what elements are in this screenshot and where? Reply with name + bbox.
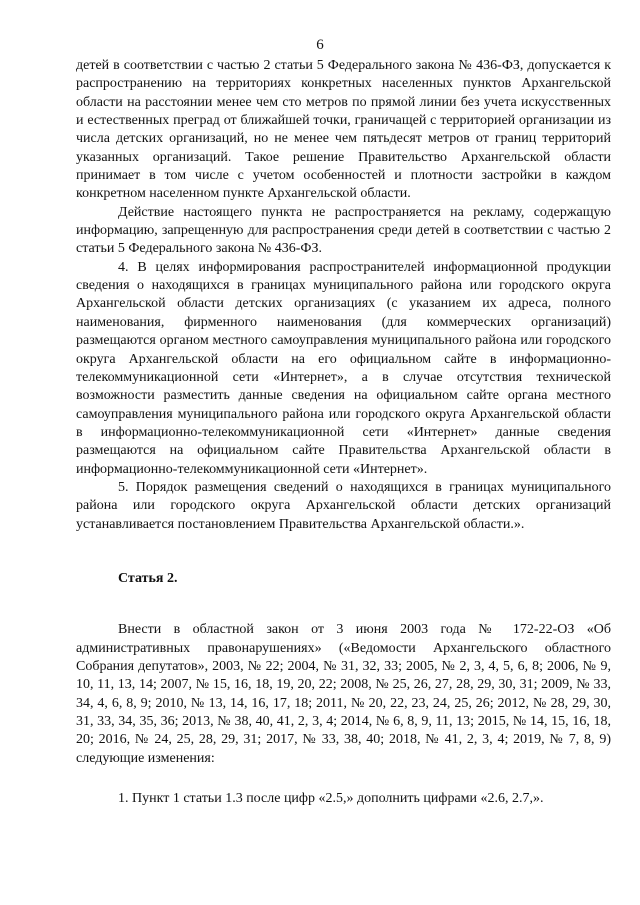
document-body — [76, 57, 611, 808]
spacer — [76, 768, 611, 790]
paragraph-advertising-exception: Действие настоящего пункта не распространяется на рекламу, содержащую информацию, запрещенную для распространения среди детей в соответствии с частью 2 статьи 5 Федерального закона № 436-ФЗ. — [76, 204, 611, 257]
spacer — [76, 588, 611, 621]
paragraph-continuation: детей в соответствии с частью 2 статьи 5 Федерального закона № 436-ФЗ, допускается к распространению на территориях конкретных населенных пунктов Архангельской области на расстоянии менее чем сто метров по прямой линии без учета искусственных и естественных преград от ближайшей точки, граничащей с территорией организации из числа детских организаций, но не менее чем пятьдесят метров от границ территорий указанных организаций. Такое решение Правительство Архангельской области принимает в том числе с учетом особенностей и плотности застройки в каждом конкретном населенном пункте Архангельской области. — [76, 58, 611, 202]
spacer — [76, 534, 611, 570]
article-heading: Статья 2. — [118, 570, 178, 586]
paragraph-item-4: 4. В целях информирования распространителей информационной продукции сведения о находящихся в границах муниципального района или городского округа Архангельской области детских организациях (с указанием их адреса, полного наименования, фирменного наименования (для коммерческих организаций) размещаются органом местного самоуправления муниципального района или городского округа Архангельской области на его официальном сайте в информационно-телекоммуникационной сети «Интернет», а в случае отсутствия технической возможности разместить данные сведения на официальном сайте органа местного самоуправления муниципального района или городского округа Архангельской области в информационно-телекоммуникационной сети «Интернет» данные сведения размещаются на официальном сайте Правительства Архангельской области в информационно-телекоммуникационной сети «Интернет». — [76, 259, 611, 477]
paragraph-item-5: 5. Порядок размещения сведений о находящихся в границах муниципального района или городского округа Архангельской области детских организаций устанавливается постановлением Правительства Архангельской области.». — [76, 479, 611, 532]
page-number: 6 — [316, 37, 324, 53]
paragraph-amendment-intro: Внести в областной закон от 3 июня 2003 года № 172-22-ОЗ «Об административных правонарушениях» («Ведомости Архангельского областного Собрания депутатов», 2003, № 22; 2004, № 31, 32, 33; 2005, № 2, 3, 4, 5, 6, 8; 2006, № 9, 10, 11, 13, 14; 2007, № 15, 16, 18, 19, 20, 22; 2008, № 25, 26, 27, 28, 29, 30, 31; 2009, № 33, 34, 4, 6, 8, 9; 2010, № 13, 14, 16, 17, 18; 2011, № 20, 22, 23, 24, 25, 26; 2012, № 28, 29, 30, 31, 33, 34, 35, 36; 2013, № 38, 40, 41, 2, 3, 4; 2014, № 6, 8, 9, 11, 13; 2015, № 14, 15, 16, 18, 20; 2016, № 24, 25, 28, 29, 31; 2017, № 33, 38, 40; 2018, № 41, 2, 3, 4; 2019, № 7, 8, 9) следующие изменения: — [76, 622, 611, 766]
paragraph-amendment-item-1: 1. Пункт 1 статьи 1.3 после цифр «2.5,» дополнить цифрами «2.6, 2.7,». — [118, 791, 544, 807]
